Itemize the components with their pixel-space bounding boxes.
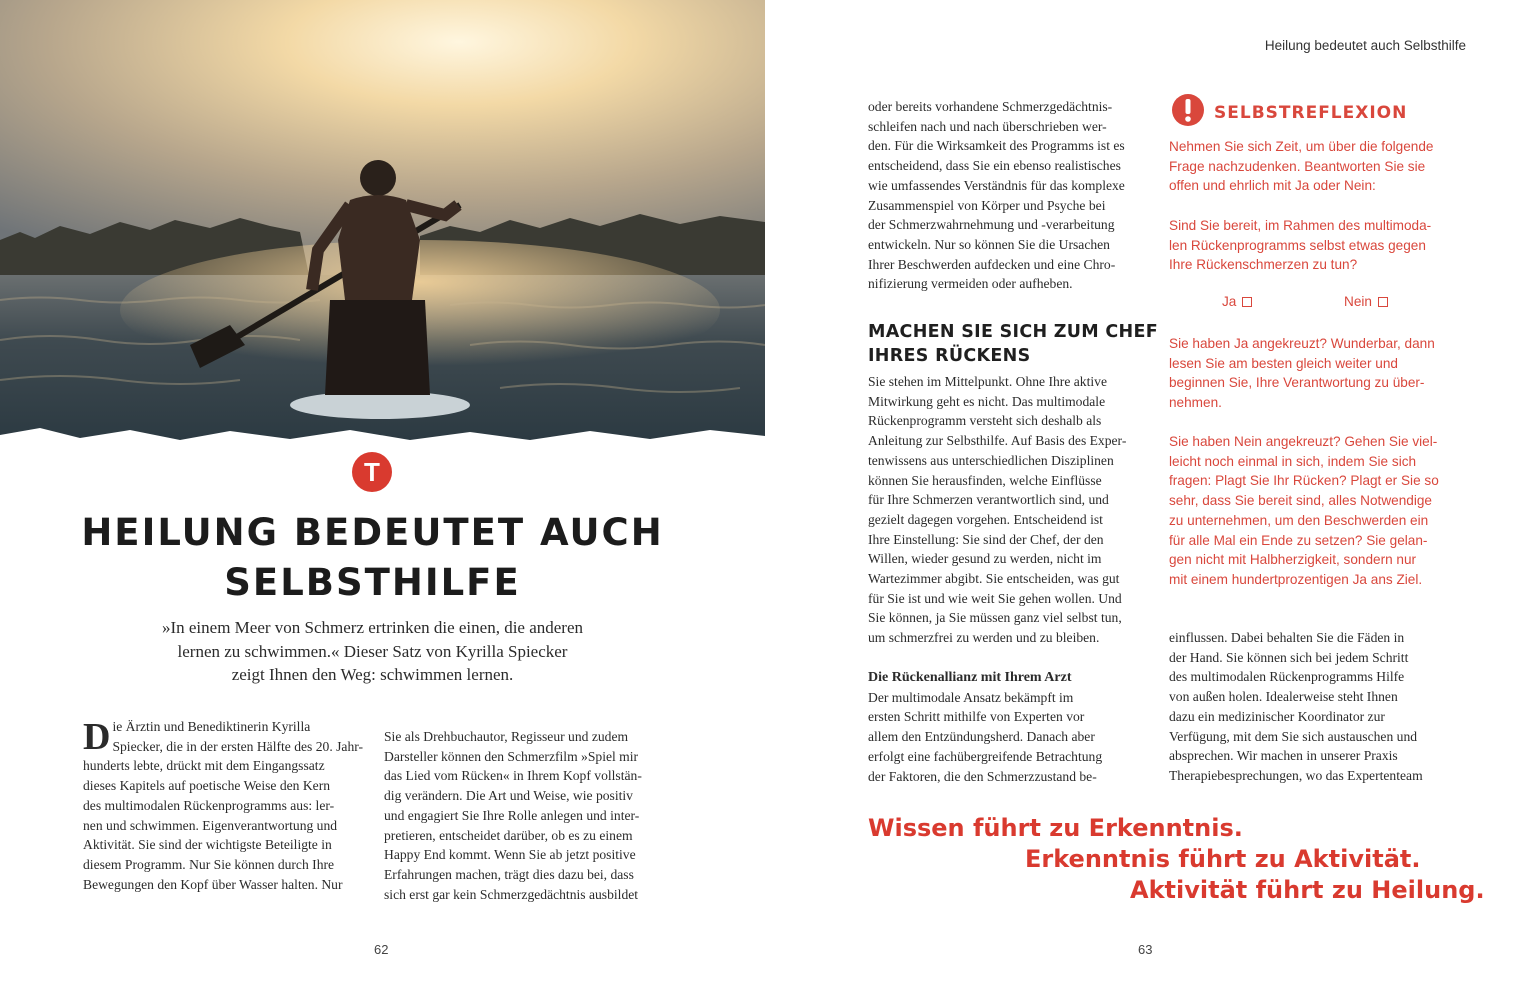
no-checkbox[interactable] <box>1378 297 1388 307</box>
body-line: Spiecker, die in der ersten Hälfte des 20. Jahr- <box>112 738 364 754</box>
body-line: der Hand. Sie können sich bei jedem Schritt <box>1169 649 1409 665</box>
body-line: dieses Kapitels auf poetische Weise den Kern <box>83 778 331 794</box>
right-column-1-mid <box>868 372 1153 648</box>
body-line: Happy End kommt. Wenn Sie ab jetzt positive <box>384 847 636 863</box>
section-heading-line-1: MACHEN SIE SICH ZUM CHEF <box>868 322 1159 342</box>
page-number-left: 62 <box>374 942 389 957</box>
body-line: erfolgt eine fachübergreifende Betrachtung <box>868 748 1103 764</box>
body-line: absprechen. Wir machen in unserer Praxis <box>1169 748 1398 764</box>
body-line: Aktivität. Sie sind der wichtigste Beteiligte in <box>83 837 332 853</box>
box-line: Sind Sie bereit, im Rahmen des multimoda- <box>1169 218 1432 233</box>
body-line: nen und schwimmen. Eigenverantwortung und <box>83 817 338 833</box>
exclamation-badge-icon <box>1170 92 1206 133</box>
box-line: Sie haben Ja angekreuzt? Wunderbar, dann <box>1169 336 1435 351</box>
body-line: entwickeln. Nur so können Sie die Ursachen <box>868 236 1110 252</box>
body-line: für Sie ist und wie weit Sie gehen wollen. Und <box>868 590 1122 606</box>
box-paragraph-2 <box>1169 216 1454 275</box>
body-line: des multimodalen Rückenprogramms Hilfe <box>1169 669 1405 685</box>
right-column-2-bottom <box>1169 628 1454 786</box>
body-column-1 <box>83 717 373 894</box>
box-line: nehmen. <box>1169 395 1222 411</box>
body-line: sich erst gar kein Schmerzgedächtnis ausbildet <box>384 886 639 902</box>
box-line: mit einem hundertprozentigen Ja ans Ziel. <box>1169 571 1423 587</box>
body-line: oder bereits vorhandene Schmerzgedächtnis- <box>868 99 1113 114</box>
body-line: den. Für die Wirksamkeit des Programms ist es <box>868 138 1125 154</box>
body-line: Sie können, ja Sie müssen ganz viel selbst tun, <box>868 610 1122 626</box>
body-line: tenwissens aus unterschiedlichen Disziplinen <box>868 452 1114 468</box>
box-line: fragen: Plagt Sie Ihr Rücken? Plagt er Sie so <box>1169 473 1439 489</box>
body-line: dig verändern. Die Art und Weise, wie positiv <box>384 788 633 804</box>
body-line: Ihre Einstellung: Sie sind der Chef, der den <box>868 531 1104 547</box>
box-line: gen nicht mit Halbherzigkeit, sondern nur <box>1169 552 1417 568</box>
right-column-1-bottom <box>868 667 1153 786</box>
body-line: diesem Programm. Nur Sie können durch Ihre <box>83 856 335 872</box>
body-line: von außen holen. Idealerweise steht Ihnen <box>1169 689 1398 705</box>
box-line: lesen Sie am besten gleich weiter und <box>1169 355 1398 371</box>
chapter-title-line-2: SELBSTHILFE <box>224 561 521 604</box>
body-line: dazu ein medizinischer Koordinator zur <box>1169 708 1385 724</box>
body-line: pretieren, entscheidet darüber, ob es zu einem <box>384 827 633 843</box>
body-line: schleifen nach und nach überschrieben wer- <box>868 118 1107 134</box>
intro-line: »In einem Meer von Schmerz ertrinken die einen, die anderen <box>161 618 584 637</box>
body-line: gezielt dagegen vorgehen. Entscheidend ist <box>868 511 1103 527</box>
intro-line: zeigt Ihnen den Weg: schwimmen lernen. <box>231 665 514 684</box>
body-line: um schmerzfrei zu werden und zu bleiben. <box>868 630 1100 646</box>
motto-line-1: Wissen führt zu Erkenntnis. <box>868 814 1243 842</box>
motto-line-3: Aktivität führt zu Heilung. <box>1130 876 1485 904</box>
body-line: Therapiebesprechungen, wo das Expertenteam <box>1169 767 1423 783</box>
body-line: Ihrer Beschwerden aufdecken und eine Chro- <box>868 256 1116 272</box>
body-line: ersten Schritt mithilfe von Experten vor <box>868 709 1085 725</box>
no-option[interactable] <box>1344 294 1388 309</box>
body-line: Wartezimmer abgibt. Sie entscheiden, was gut <box>868 571 1120 587</box>
chapter-title-line-1: HEILUNG BEDEUTET AUCH <box>81 511 664 554</box>
chapter-title <box>60 508 685 608</box>
chapter-badge: T <box>352 452 392 492</box>
paddleboarder-sunset-photo <box>0 0 765 440</box>
body-line: einflussen. Dabei behalten Sie die Fäden in <box>1169 630 1405 645</box>
motto-line-2: Erkenntnis führt zu Aktivität. <box>1025 845 1421 873</box>
body-line: Zusammenspiel von Körper und Psyche bei <box>868 197 1106 213</box>
body-line: für Ihre Schmerzen verantwortlich sind, und <box>868 492 1109 508</box>
body-line: können Sie herausfinden, welche Einflüsse <box>868 472 1102 488</box>
right-page <box>765 0 1529 1000</box>
body-line: Mitwirkung geht es nicht. Das multimodale <box>868 393 1106 409</box>
yes-option[interactable] <box>1222 294 1252 309</box>
box-line: für alle Mal ein Ende zu setzen? Sie gelan- <box>1169 532 1428 548</box>
box-paragraph-3 <box>1169 334 1454 413</box>
box-line: Nehmen Sie sich Zeit, um über die folgende <box>1169 139 1434 154</box>
yes-checkbox[interactable] <box>1242 297 1252 307</box>
box-line: zu unternehmen, um den Beschwerden ein <box>1169 512 1429 528</box>
box-line: sehr, dass Sie bereit sind, alles Notwendige <box>1169 493 1432 509</box>
body-line: des multimodalen Rückenprogramms aus: ler- <box>83 797 335 813</box>
body-column-2 <box>384 727 674 904</box>
box-paragraph-4 <box>1169 432 1454 590</box>
page-number-right: 63 <box>1138 942 1153 957</box>
drop-cap: D <box>83 716 111 758</box>
box-line: len Rückenprogramms selbst etwas gegen <box>1169 237 1426 253</box>
box-title: SELBSTREFLEXION <box>1214 103 1408 123</box>
body-line: Bewegungen den Kopf über Wasser halten. Nur <box>83 876 343 892</box>
section-heading <box>868 320 1168 368</box>
body-line: wie umfassendes Verständnis für das komplexe <box>868 177 1125 193</box>
body-line: hunderts lebte, drückt mit dem Eingangssatz <box>83 758 325 774</box>
box-line: Frage nachzudenken. Beantworten Sie sie <box>1169 158 1426 174</box>
subheading: Die Rückenallianz mit Ihrem Arzt <box>868 670 1072 685</box>
body-line: Darsteller können den Schmerzfilm »Spiel mir <box>384 748 639 764</box>
box-line: beginnen Sie, Ihre Verantwortung zu über- <box>1169 375 1425 391</box>
yes-label: Ja <box>1222 294 1237 309</box>
body-line: Willen, wieder gesund zu werden, nicht im <box>868 551 1102 567</box>
intro-quote <box>110 616 635 687</box>
section-heading-line-2: IHRES RÜCKENS <box>868 346 1031 366</box>
box-line: offen und ehrlich mit Ja oder Nein: <box>1169 178 1376 194</box>
body-line: allem den Entzündungsherd. Danach aber <box>868 729 1095 745</box>
box-line: Ihre Rückenschmerzen zu tun? <box>1169 257 1358 273</box>
body-line: Rückenprogramm versteht sich deshalb als <box>868 413 1102 429</box>
body-line: das Lied vom Rücken« in Ihrem Kopf vollstän- <box>384 768 642 784</box>
intro-line: lernen zu schwimmen.« Dieser Satz von Kyrilla Spiecker <box>177 641 568 661</box>
body-line: Erfahrungen machen, trägt dies dazu bei, dass <box>384 866 634 882</box>
body-line: Sie stehen im Mittelpunkt. Ohne Ihre aktive <box>868 374 1107 389</box>
body-line: Anleitung zur Selbsthilfe. Auf Basis des Exper- <box>868 433 1127 449</box>
body-line: der Faktoren, die den Schmerzzustand be- <box>868 768 1097 784</box>
body-line: entscheidend, dass Sie ein ebenso realistisches <box>868 158 1121 174</box>
box-line: leicht noch einmal in sich, indem Sie sich <box>1169 453 1417 469</box>
body-line: ie Ärztin und Benediktinerin Kyrilla <box>112 719 311 734</box>
box-paragraph-1 <box>1169 137 1454 196</box>
body-line: nifizierung vermeiden oder aufheben. <box>868 276 1073 292</box>
body-line: Sie als Drehbuchautor, Regisseur und zudem <box>384 729 629 744</box>
body-line: der Schmerzwahrnehmung und -verarbeitung <box>868 217 1115 233</box>
body-line: Der multimodale Ansatz bekämpft im <box>868 689 1074 705</box>
body-line: Verfügung, mit dem Sie sich austauschen und <box>1169 728 1418 744</box>
box-line: Sie haben Nein angekreuzt? Gehen Sie viel- <box>1169 434 1438 449</box>
right-column-1-top <box>868 97 1153 294</box>
running-head: Heilung bedeutet auch Selbsthilfe <box>1264 38 1466 53</box>
no-label: Nein <box>1344 294 1372 309</box>
body-line: und engagiert Sie Ihre Rolle anlegen und inter- <box>384 807 640 823</box>
